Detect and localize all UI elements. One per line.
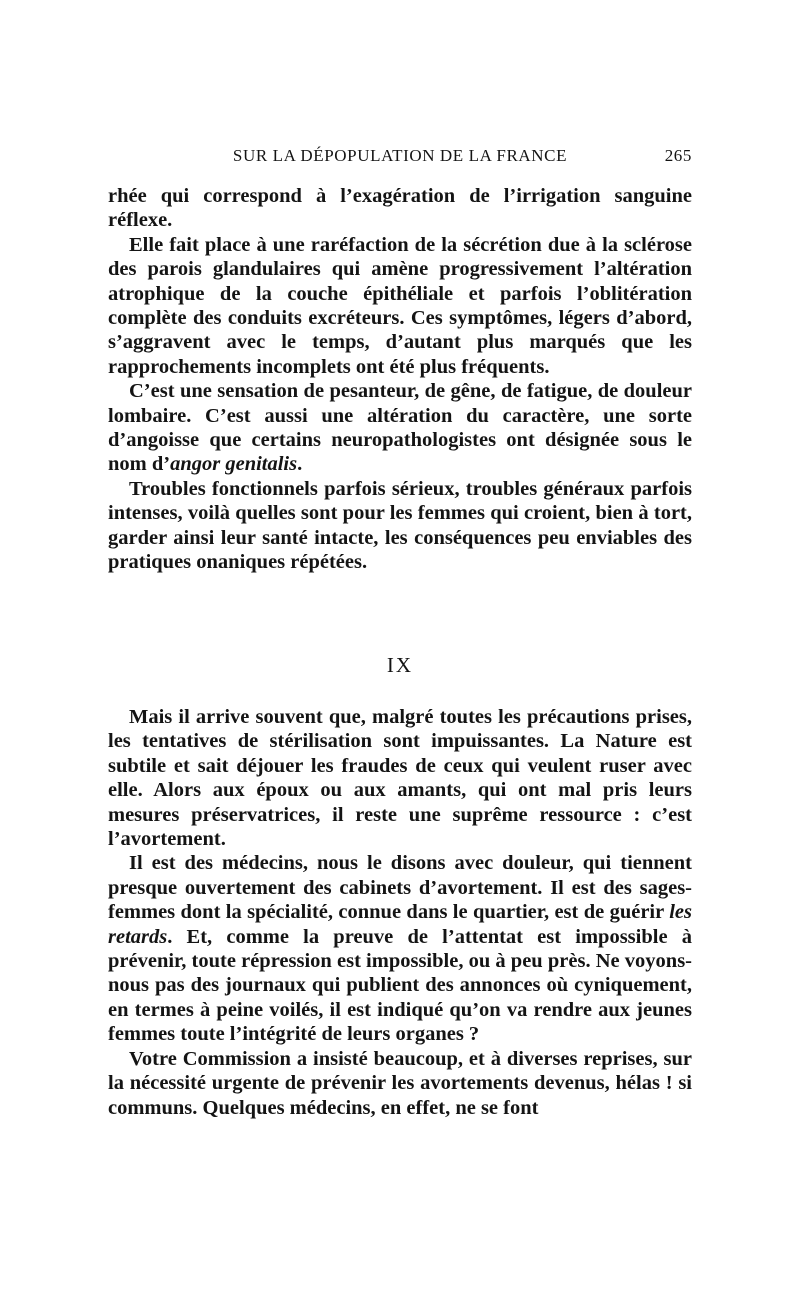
text-block-after-section: [108, 705, 692, 1120]
section-heading: IX: [386, 653, 414, 677]
running-header: [108, 146, 692, 170]
paragraph-text: . Et, comme la preuve de l’attentat est impossible à prévenir, toute répression est impossible, ou à peu près. Ne voyons-nous pas des journaux qui publient des annonces où cyniquement, en termes à peine voilés, il est indiqué qu’on va rendre aux jeunes femmes toute l’intégrité de leurs organes ?: [108, 925, 692, 1046]
paragraph-text: C’est une sensation de pesanteur, de gêne, de fatigue, de douleur lombaire. C’est aussi une altération du caractère, une sorte d’angoisse que certains neuropathologistes ont désignée sous le nom d’: [108, 380, 692, 476]
paragraph: [108, 851, 692, 1046]
running-title: SUR LA DÉPOPULATION DE LA FRANCE: [232, 146, 568, 165]
italic-term: les retards: [108, 901, 692, 948]
paragraph: [108, 379, 692, 477]
paragraph: Mais il arrive souvent que, malgré toutes les précautions prises, les tentatives de stérilisation sont impuissantes. La Nature est subtile et sait déjouer les fraudes de ceux qui veulent ruser avec elle. Alors aux époux ou aux amants, qui ont mal pris leurs mesures préservatrices, il reste une suprême ressource : c’est l’avortement.: [108, 706, 692, 851]
text-block-before-section: [108, 184, 692, 575]
paragraph: Elle fait place à une raréfaction de la sécrétion due à la sclérose des parois glandulaires qui amène progressivement l’altération atrophique de la couche épithéliale et parfois l’oblitération complète des conduits excréteurs. Ces symptômes, légers d’abord, s’aggravent avec le temps, d’autant plus marqués que les rapprochements incomplets ont été plus fréquents.: [108, 233, 692, 378]
paragraph: Troubles fonctionnels parfois sérieux, troubles généraux parfois intenses, voilà quelles sont pour les femmes qui croient, bien à tort, garder ainsi leur santé intacte, les conséquences peu enviables des pratiques onaniques répétées.: [108, 477, 692, 574]
paragraph-text: Il est des médecins, nous le disons avec douleur, qui tiennent presque ouvertement des cabinets d’avortement. Il est des sages-femmes dont la spécialité, connue dans le quartier, est de guérir: [108, 852, 692, 924]
italic-term: angor genitalis: [170, 453, 298, 476]
paragraph-text: .: [297, 453, 303, 476]
paragraph: Votre Commission a insisté beaucoup, et à diverses reprises, sur la nécessité urgente de prévenir les avortements devenus, hélas ! si communs. Quelques médecins, en effet, ne se font: [108, 1047, 692, 1119]
page-number: 265: [664, 146, 692, 165]
paragraph: rhée qui correspond à l’exagération de l’irrigation sanguine réflexe.: [108, 185, 692, 232]
